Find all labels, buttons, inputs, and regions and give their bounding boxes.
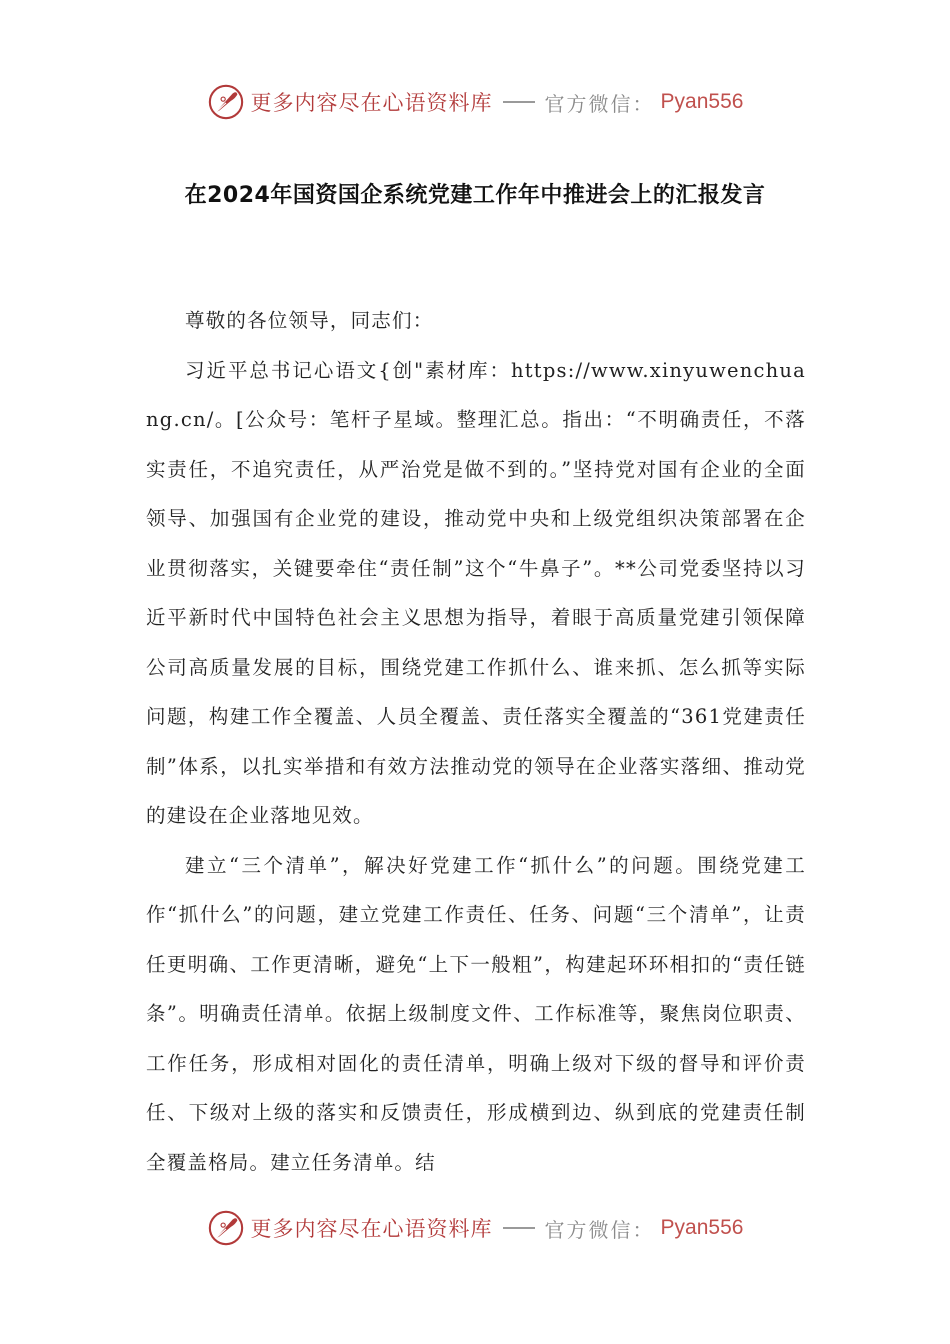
footer-brand-text: 更多内容尽在心语资料库 xyxy=(250,1217,493,1241)
quill-pen-logo-icon xyxy=(207,83,245,121)
header-banner xyxy=(0,80,950,124)
footer-wechat-label: 官方微信： xyxy=(544,1217,655,1242)
body-paragraph: 习近平总书记心语文{创"素材库：https://www.xinyuwenchuang.cn/。[公众号：笔杆子星域。整理汇总。指出：“不明确责任，不落实责任，不追究责任，从严治党是做不到的。”坚持党对国有企业的全面领导、加强国有企业党的建设，推动党中央和上级党组织决策部署在企业贯彻落实，关键要牵住“责任制”这个“牛鼻子”。**公司党委坚持以习近平新时代中国特色社会主义思想为指导，着眼于高质量党建引领保障公司高质量发展的目标，围绕党建工作抓什么、谁来抓、怎么抓等实际问题，构建工作全覆盖、人员全覆盖、责任落实全覆盖的“361党建责任制”体系，以扎实举措和有效方法推动党的领导在企业落实落细、推动党的建设在企业落地见效。 xyxy=(146,358,806,827)
document-body xyxy=(146,296,806,1187)
body-paragraph: 建立“三个清单”，解决好党建工作“抓什么”的问题。围绕党建工作“抓什么”的问题，建立党建工作责任、任务、问题“三个清单”，让责任更明确、工作更清晰，避免“上下一般粗”，构建起环环相扣的“责任链条”。明确责任清单。依据上级制度文件、工作标准等，聚焦岗位职责、工作任务，形成相对固化的责任清单，明确上级对下级的督导和评价责任、下级对上级的落实和反馈责任，形成横到边、纵到底的党建责任制全覆盖格局。建立任务清单。结 xyxy=(146,853,806,1174)
document-title: 在2024年国资国企系统党建工作年中推进会上的汇报发言 xyxy=(184,183,766,208)
header-brand-text: 更多内容尽在心语资料库 xyxy=(250,91,493,115)
quill-pen-logo-icon xyxy=(207,1209,245,1247)
footer-wechat-id: Pyan556 xyxy=(660,1216,744,1239)
header-wechat-label: 官方微信： xyxy=(544,91,655,116)
footer-banner xyxy=(0,1206,950,1250)
footer-dash-divider xyxy=(503,1227,535,1229)
header-dash-divider xyxy=(503,101,535,103)
salutation-paragraph: 尊敬的各位领导，同志们： xyxy=(185,309,434,332)
header-wechat-id: Pyan556 xyxy=(660,90,744,113)
